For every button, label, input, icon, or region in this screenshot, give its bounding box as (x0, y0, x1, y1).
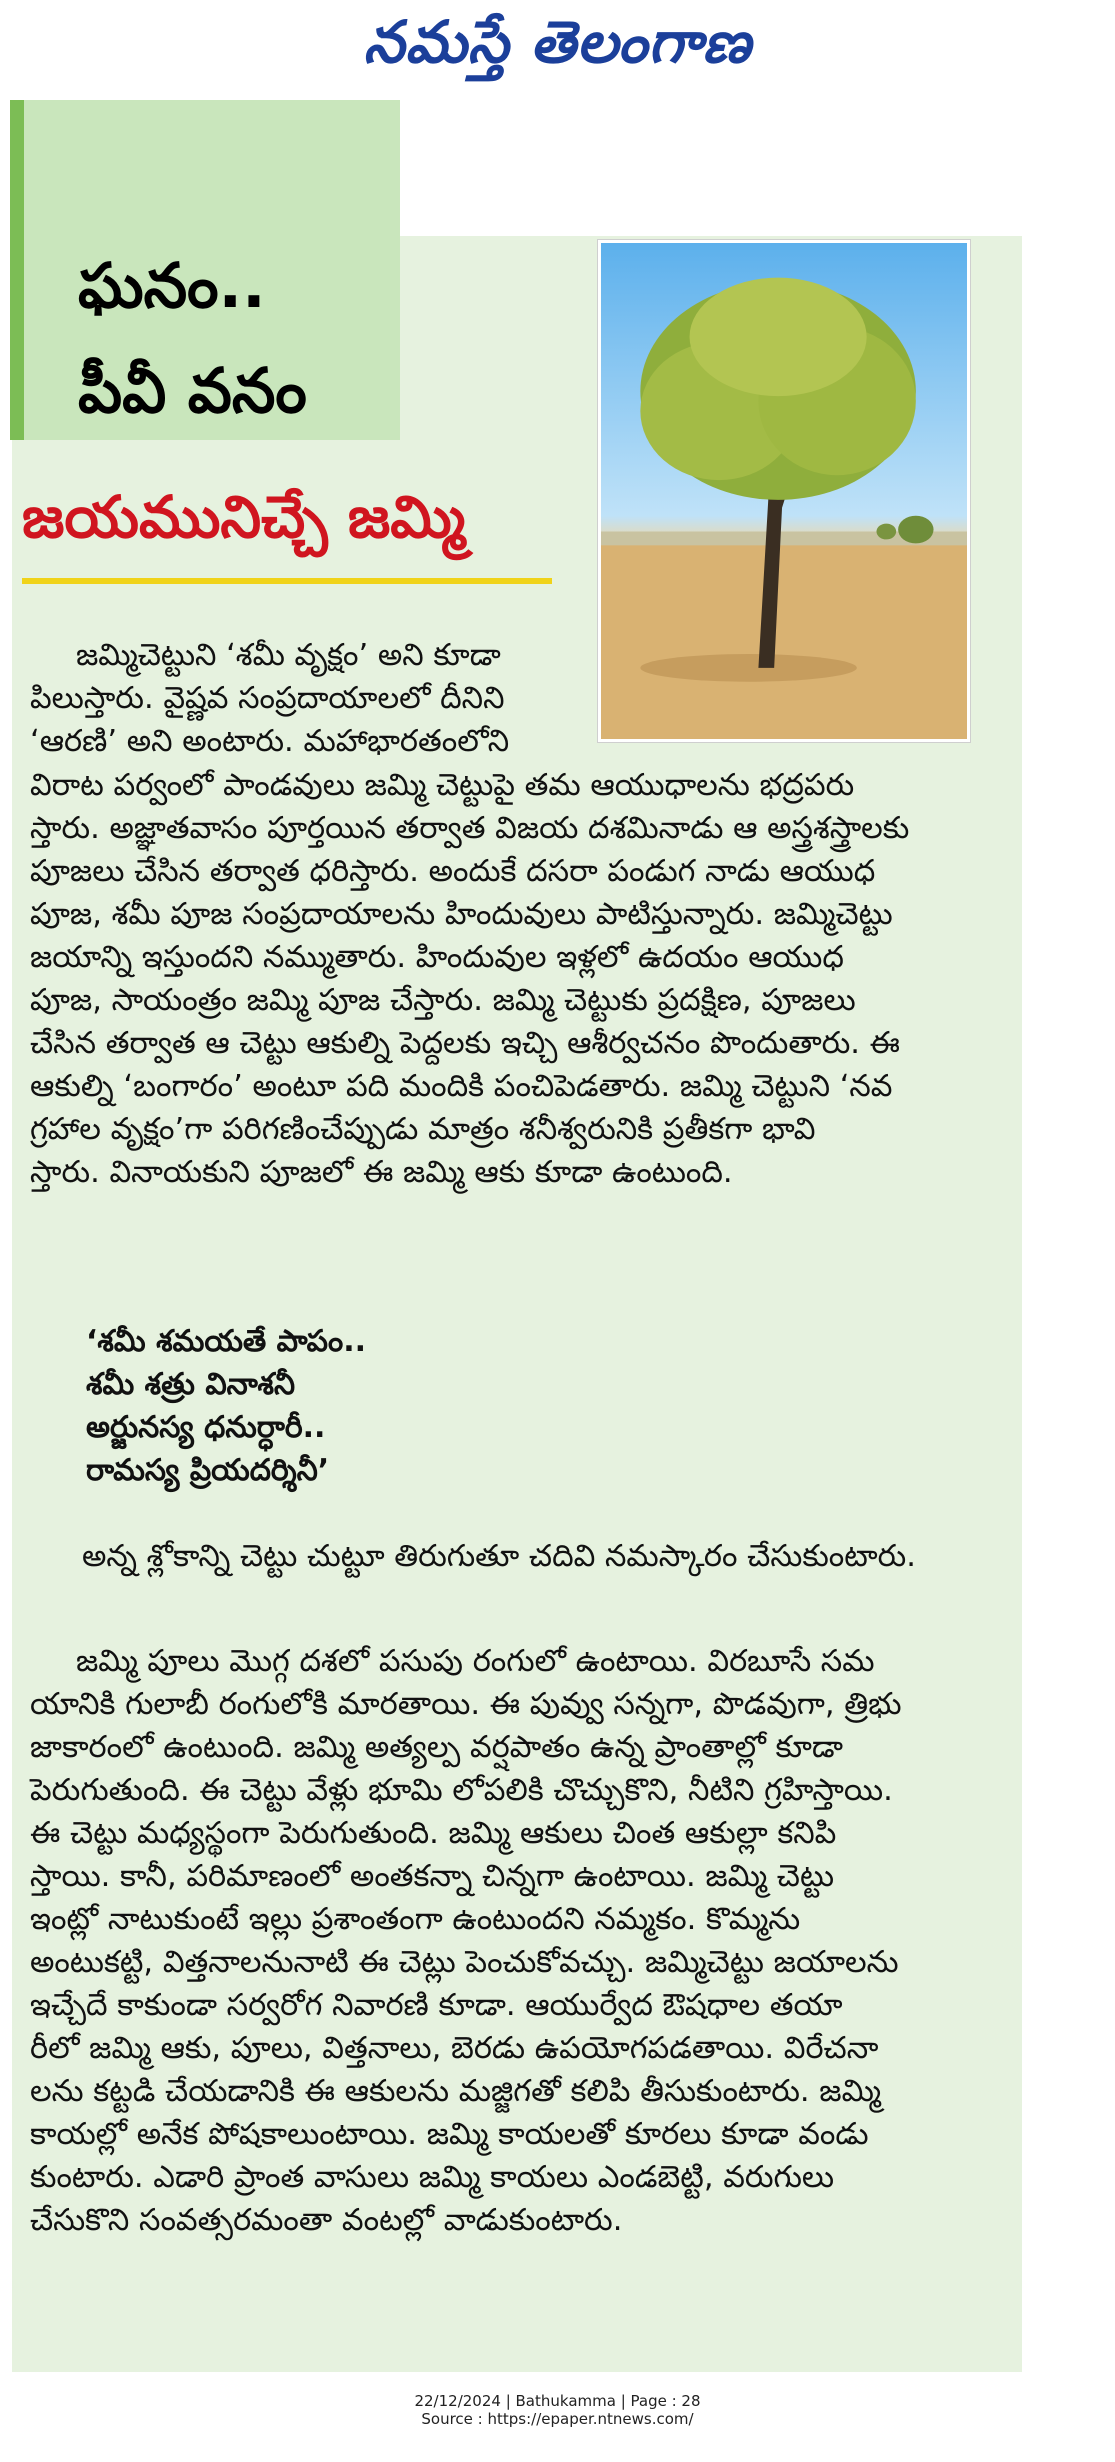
headline-line1: ఘనం.. (78, 249, 266, 322)
footer-source-link[interactable]: Source : https://epaper.ntnews.com/ (421, 2410, 694, 2428)
text-line: జమ్మి పూలు మొగ్గ దశలో పసుపు రంగులో ఉంటాయి. విరబూసే సమ (76, 1644, 875, 1679)
text-line: స్తాయి. కానీ, పరిమాణంలో అంతకన్నా చిన్నగా ఉంటాయి. జమ్మి చెట్టు (30, 1859, 835, 1894)
text-line: విరాట పర్వంలో పాండవులు జమ్మి చెట్టుపై తమ ఆయుధాలను భద్రపరు (30, 768, 855, 803)
text-line: జాకారంలో ఉంటుంది. జమ్మి అత్యల్ప వర్షపాతం ఉన్న ప్రాంతాల్లో కూడా (30, 1730, 843, 1765)
verse-line: శమీ శత్రు వినాశనీ (86, 1367, 296, 1402)
jammi-tree-photo (598, 240, 970, 742)
text-line: పూజ, శమీ పూజ సంప్రదాయాలను హిందువులు పాటిస్తున్నారు. జమ్మిచెట్టు (30, 897, 893, 932)
text-line: యానికి గులాబీ రంగులోకి మారతాయి. ఈ పువ్వు సన్నగా, పొడవుగా, త్రిభు (30, 1687, 902, 1722)
article-paragraph-1 (30, 764, 909, 1194)
article-paragraph-3 (30, 1640, 902, 2242)
text-line: జమ్మిచెట్టుని ‘శమీ వృక్షం’ అని కూడా (76, 638, 501, 673)
sloka-verse (86, 1320, 366, 1492)
verse-line: ‘శమీ శమయతే పాపం.. (86, 1324, 367, 1359)
text-line: స్తారు. అజ్ఞాతవాసం పూర్తయిన తర్వాత విజయ దశమినాడు ఆ అస్త్రశస్త్రాలకు (30, 811, 910, 846)
text-line: ఇచ్చేదే కాకుండా సర్వరోగ నివారణి కూడా. ఆయుర్వేద ఔషధాల తయా (30, 1988, 843, 2023)
article-intro (30, 634, 509, 763)
text-line: అన్న శ్లోకాన్ని చెట్టు చుట్టూ తిరుగుతూ చదివి నమస్కారం చేసుకుంటారు. (82, 1539, 916, 1574)
text-line: ఇంట్లో నాటుకుంటే ఇల్లు ప్రశాంతంగా ఉంటుందని నమ్మకం. కొమ్మను (30, 1902, 801, 1937)
text-line: స్తారు. వినాయకుని పూజలో ఈ జమ్మి ఆకు కూడా ఉంటుంది. (30, 1155, 733, 1190)
footer-date-line: 22/12/2024 | Bathukamma | Page : 28 (414, 2392, 701, 2410)
verse-line: రామస్య ప్రియదర్శినీ’ (86, 1453, 330, 1488)
tree-illustration (601, 243, 967, 739)
verse-line: అర్జునస్య ధనుర్ధారీ.. (86, 1410, 326, 1445)
headline-line2: పీవీ వనం (78, 354, 307, 427)
text-line: ఈ చెట్టు మధ్యస్థంగా పెరుగుతుంది. జమ్మి ఆకులు చింత ఆకుల్లా కనిపి (30, 1816, 837, 1851)
text-line: ‘ఆరణి’ అని అంటారు. మహాభారతంలోని (30, 724, 510, 759)
article-paragraph-2 (82, 1535, 916, 1578)
subheadline: జయమునిచ్చే జమ్మి (22, 483, 466, 551)
text-line: రీలో జమ్మి ఆకు, పూలు, విత్తనాలు, బెరడు ఉపయోగపడతాయి. విరేచనా (30, 2031, 879, 2066)
subheadline-underline (22, 578, 552, 584)
text-line: గ్రహాల వృక్షం’గా పరిగణించేప్పుడు మాత్రం శనీశ్వరునికి ప్రతీకగా భావి (30, 1112, 816, 1147)
text-line: చేసిన తర్వాత ఆ చెట్టు ఆకుల్ని పెద్దలకు ఇచ్చి ఆశీర్వచనం పొందుతారు. ఈ (30, 1026, 901, 1061)
text-line: జయాన్ని ఇస్తుందని నమ్ముతారు. హిందువుల ఇళ్లలో ఉదయం ఆయుధ (30, 940, 844, 975)
text-line: కాయల్లో అనేక పోషకాలుంటాయి. జమ్మి కాయలతో కూరలు కూడా వండు (30, 2117, 869, 2152)
text-line: పూజ, సాయంత్రం జమ్మి పూజ చేస్తారు. జమ్మి చెట్టుకు ప్రదక్షిణ, పూజలు (30, 983, 856, 1018)
text-line: పూజలు చేసిన తర్వాత ధరిస్తారు. అందుకే దసరా పండుగ నాడు ఆయుధ (30, 854, 876, 889)
text-line: ఆకుల్ని ‘బంగారం’ అంటూ పది మందికి పంచిపెడతారు. జమ్మి చెట్టుని ‘నవ (30, 1069, 893, 1104)
text-line: పిలుస్తారు. వైష్ణవ సంప్రదాయాలలో దీనిని (30, 681, 505, 716)
newspaper-title: నమస్తే తెలంగాణ (363, 8, 752, 76)
text-line: అంటుకట్టి, విత్తనాలనునాటి ఈ చెట్లు పెంచుకోవచ్చు. జమ్మిచెట్టు జయాలను (30, 1945, 899, 1980)
headline-accent-bar (10, 100, 24, 440)
text-line: పెరుగుతుంది. ఈ చెట్టు వేళ్లు భూమి లోపలికి చొచ్చుకొని, నీటిని గ్రహిస్తాయి. (30, 1773, 893, 1808)
text-line: కుంటారు. ఎడారి ప్రాంత వాసులు జమ్మి కాయలు ఎండబెట్టి, వరుగులు (30, 2160, 835, 2195)
text-line: లను కట్టడి చేయడానికి ఈ ఆకులను మజ్జిగతో కలిపి తీసుకుంటారు. జమ్మి (30, 2074, 882, 2109)
text-line: చేసుకొని సంవత్సరమంతా వంటల్లో వాడుకుంటారు. (30, 2203, 623, 2238)
masthead (0, 0, 1115, 90)
